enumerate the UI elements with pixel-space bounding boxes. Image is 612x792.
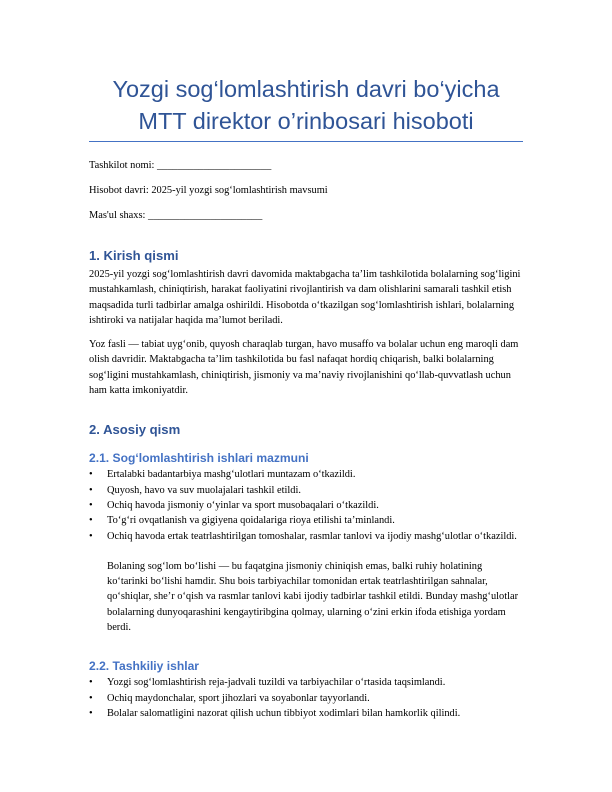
list-item (89, 467, 523, 482)
organization-field: Tashkilot nomi: ______________________ (89, 160, 272, 171)
document-title: Yozgi sog‘lomlashtirish davri bo‘yicha MTT direktor o’rinbosari hisoboti (112, 76, 500, 134)
bullet-marker: • (89, 499, 93, 511)
list-item-text: Ertalabki badantarbiya mashg‘ulotlari muntazam o‘tkazildi. (107, 469, 356, 481)
list-item-text: Ochiq havoda jismoniy o‘yinlar va sport musobaqalari o‘tkazildi. (107, 499, 379, 511)
intro-paragraph-2: Yoz fasli — tabiat uyg‘onib, quyosh charaqlab turgan, havo musaffo va bolalar uchun eng maroqli dam olish davridir. Maktabgacha ta’lim tashkilotida bu fasl nafaqat hordiq chiqarish, balki bolalarning sog‘ligini mustahkamlash, chiniqtirish, jismoniy va ma’naviy rivojlanishini qo‘llab-quvvatlash uchun ham katta imkoniyatdir. (89, 339, 519, 397)
bullet-marker: • (89, 707, 93, 719)
list-item-text: Quyosh, havo va suv muolajalari tashkil etildi. (107, 484, 301, 496)
intro-paragraph-1: 2025-yil yozgi sog‘lomlashtirish davri davomida maktabgacha ta’lim tashkilotida bolalarning sog‘ligini mustahkamlash, chiniqtirish, harakat faoliyatini rivojlantirish va dam olishlarini samarali tashkil etish maqsadida turli tadbirlar amalga oshirildi. Hisobotda o‘tkazilgan sog‘lomlashtirish ishlari, bolalarning ishtiroki va natijalar haqida ma’lumot beriladi. (89, 269, 521, 326)
bullet-marker: • (89, 692, 93, 704)
list-item (89, 498, 523, 513)
bullet-marker: • (89, 530, 93, 542)
report-period: Hisobot davri: 2025-yil yozgi sog‘lomlashtirish mavsumi (89, 185, 328, 196)
list-item (89, 706, 523, 721)
bullet-marker: • (89, 469, 93, 481)
list-item (89, 483, 523, 498)
health-note-paragraph: Bolaning sog‘lom bo‘lishi — bu faqatgina jismoniy chiniqish emas, balki ruhiy holatining ko‘tarinki bo‘lishi hamdir. Shu bois tarbiyachilar tomonidan ertak teatrlashtirilgan sahnalar, qo‘shiqlar, she’r o‘qish va rasmlar tanlovi kabi ijodiy tadbirlar tashkil etildi. Bunday mashg‘ulotlar bolalarning dunyoqarashini kengaytiribgina qolmay, ularning o‘zini erkin ifoda etishiga yordam berdi. (107, 560, 519, 634)
title-underline (89, 141, 523, 142)
bullet-marker: • (89, 484, 93, 496)
subsection-heading-organizational-work: 2.2. Tashkiliy ishlar (89, 659, 200, 674)
list-item-text: Ochiq havoda ertak teatrlashtirilgan tomoshalar, rasmlar tanlovi va ijodiy mashg‘ulotlar o‘tkazildi. (107, 530, 517, 542)
bullet-marker: • (89, 515, 93, 527)
bullet-marker: • (89, 677, 93, 689)
list-item (89, 513, 523, 528)
list-item-text: To‘g‘ri ovqatlanish va gigiyena qoidalariga rioya etilishi ta’minlandi. (107, 515, 395, 527)
responsible-person-field: Mas'ul shaxs: ______________________ (89, 210, 263, 221)
subsection-heading-health-activities: 2.1. Sog‘lomlashtirish ishlari mazmuni (89, 451, 309, 466)
list-item (89, 529, 523, 544)
list-item-text: Bolalar salomatligini nazorat qilish uchun tibbiyot xodimlari bilan hamkorlik qilindi. (107, 707, 461, 719)
list-item-text: Ochiq maydonchalar, sport jihozlari va soyabonlar tayyorlandi. (107, 692, 370, 704)
organizational-work-list (89, 675, 523, 721)
list-item (89, 691, 523, 706)
section-heading-intro: 1. Kirish qismi (89, 248, 179, 263)
list-item (89, 675, 523, 690)
health-activities-list (89, 467, 523, 543)
list-item-text: Yozgi sog‘lomlashtirish reja-jadvali tuzildi va tarbiyachilar o‘rtasida taqsimlandi. (107, 677, 446, 689)
section-heading-main: 2. Asosiy qism (89, 422, 181, 438)
